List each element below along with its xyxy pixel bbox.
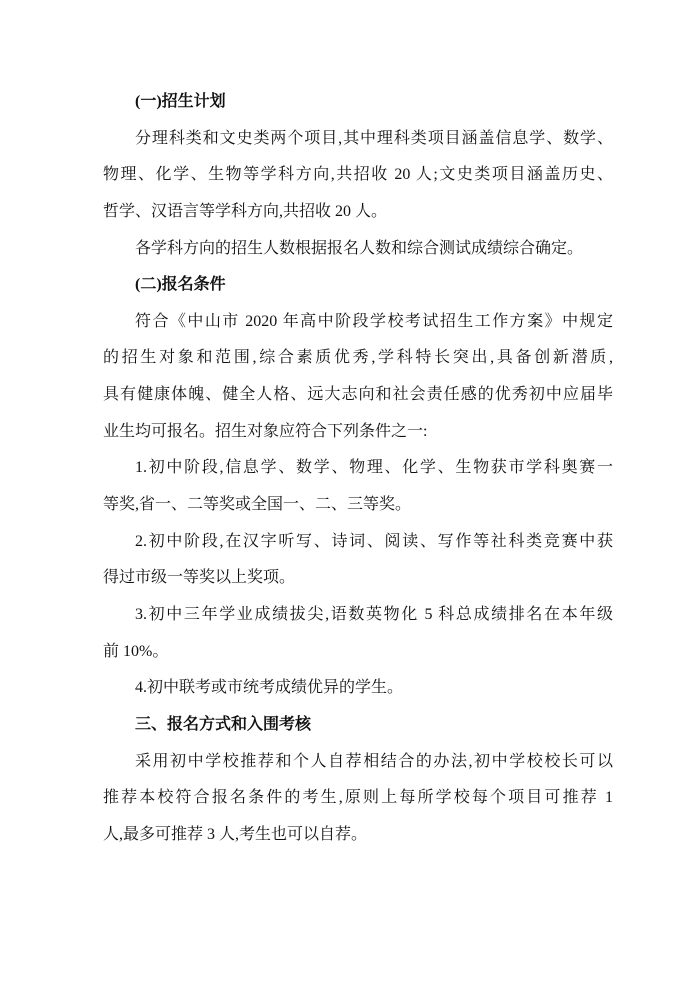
text-line: 具有健康体魄、健全人格、远大志向和社会责任感的优秀初中应届毕 [103,386,613,404]
document-content [103,84,613,853]
paragraph [103,304,613,451]
heading-line: (一)招生计划 [135,93,226,110]
text-line: 的招生对象和范围,综合素质优秀,学科特长突出,具备创新潜质, [103,349,613,367]
paragraph [103,744,613,854]
text-line: 人,最多可推荐 3 人,考生也可以自荐。 [103,825,368,843]
text-line: 各学科方向的招生人数根据报名人数和综合测试成绩综合确定。 [135,239,584,257]
section-heading [103,84,613,121]
text-line: 采用初中学校推荐和个人自荐相结合的办法,初中学校校长可以 [135,752,613,770]
text-line: 1.初中阶段,信息学、数学、物理、化学、生物获市学科奥赛一 [135,459,613,477]
paragraph [103,121,613,231]
text-line: 4.初中联考或市统考成绩优异的学生。 [135,679,404,697]
paragraph [103,597,613,670]
text-line: 得过市级一等奖以上奖项。 [103,569,296,587]
text-line: 3.初中三年学业成绩拔尖,语数英物化 5 科总成绩排名在本年级 [135,605,613,623]
section-heading [103,267,613,304]
paragraph [103,670,613,707]
text-line: 符合《中山市 2020 年高中阶段学校考试招生工作方案》中规定 [135,312,613,330]
paragraph [103,450,613,523]
text-line: 前 10%。 [103,642,169,660]
text-line: 等奖,省一、二等奖或全国一、二、三等奖。 [103,496,412,514]
text-line: 物理、化学、生物等学科方向,共招收 20 人;文史类项目涵盖历史、 [103,166,613,184]
text-line: 分理科类和文史类两个项目,其中理科类项目涵盖信息学、数学、 [135,129,613,147]
text-line: 业生均可报名。招生对象应符合下列条件之一: [103,422,428,440]
heading-line: 三、报名方式和入围考核 [135,715,312,733]
text-line: 推荐本校符合报名条件的考生,原则上每所学校每个项目可推荐 1 [103,789,613,807]
heading-line: (二)报名条件 [135,276,226,294]
paragraph [103,231,613,268]
text-line: 2.初中阶段,在汉字听写、诗词、阅读、写作等社科类竞赛中获 [135,532,613,550]
text-line: 哲学、汉语言等学科方向,共招收 20 人。 [103,202,388,220]
section-heading [103,707,613,744]
paragraph [103,524,613,597]
